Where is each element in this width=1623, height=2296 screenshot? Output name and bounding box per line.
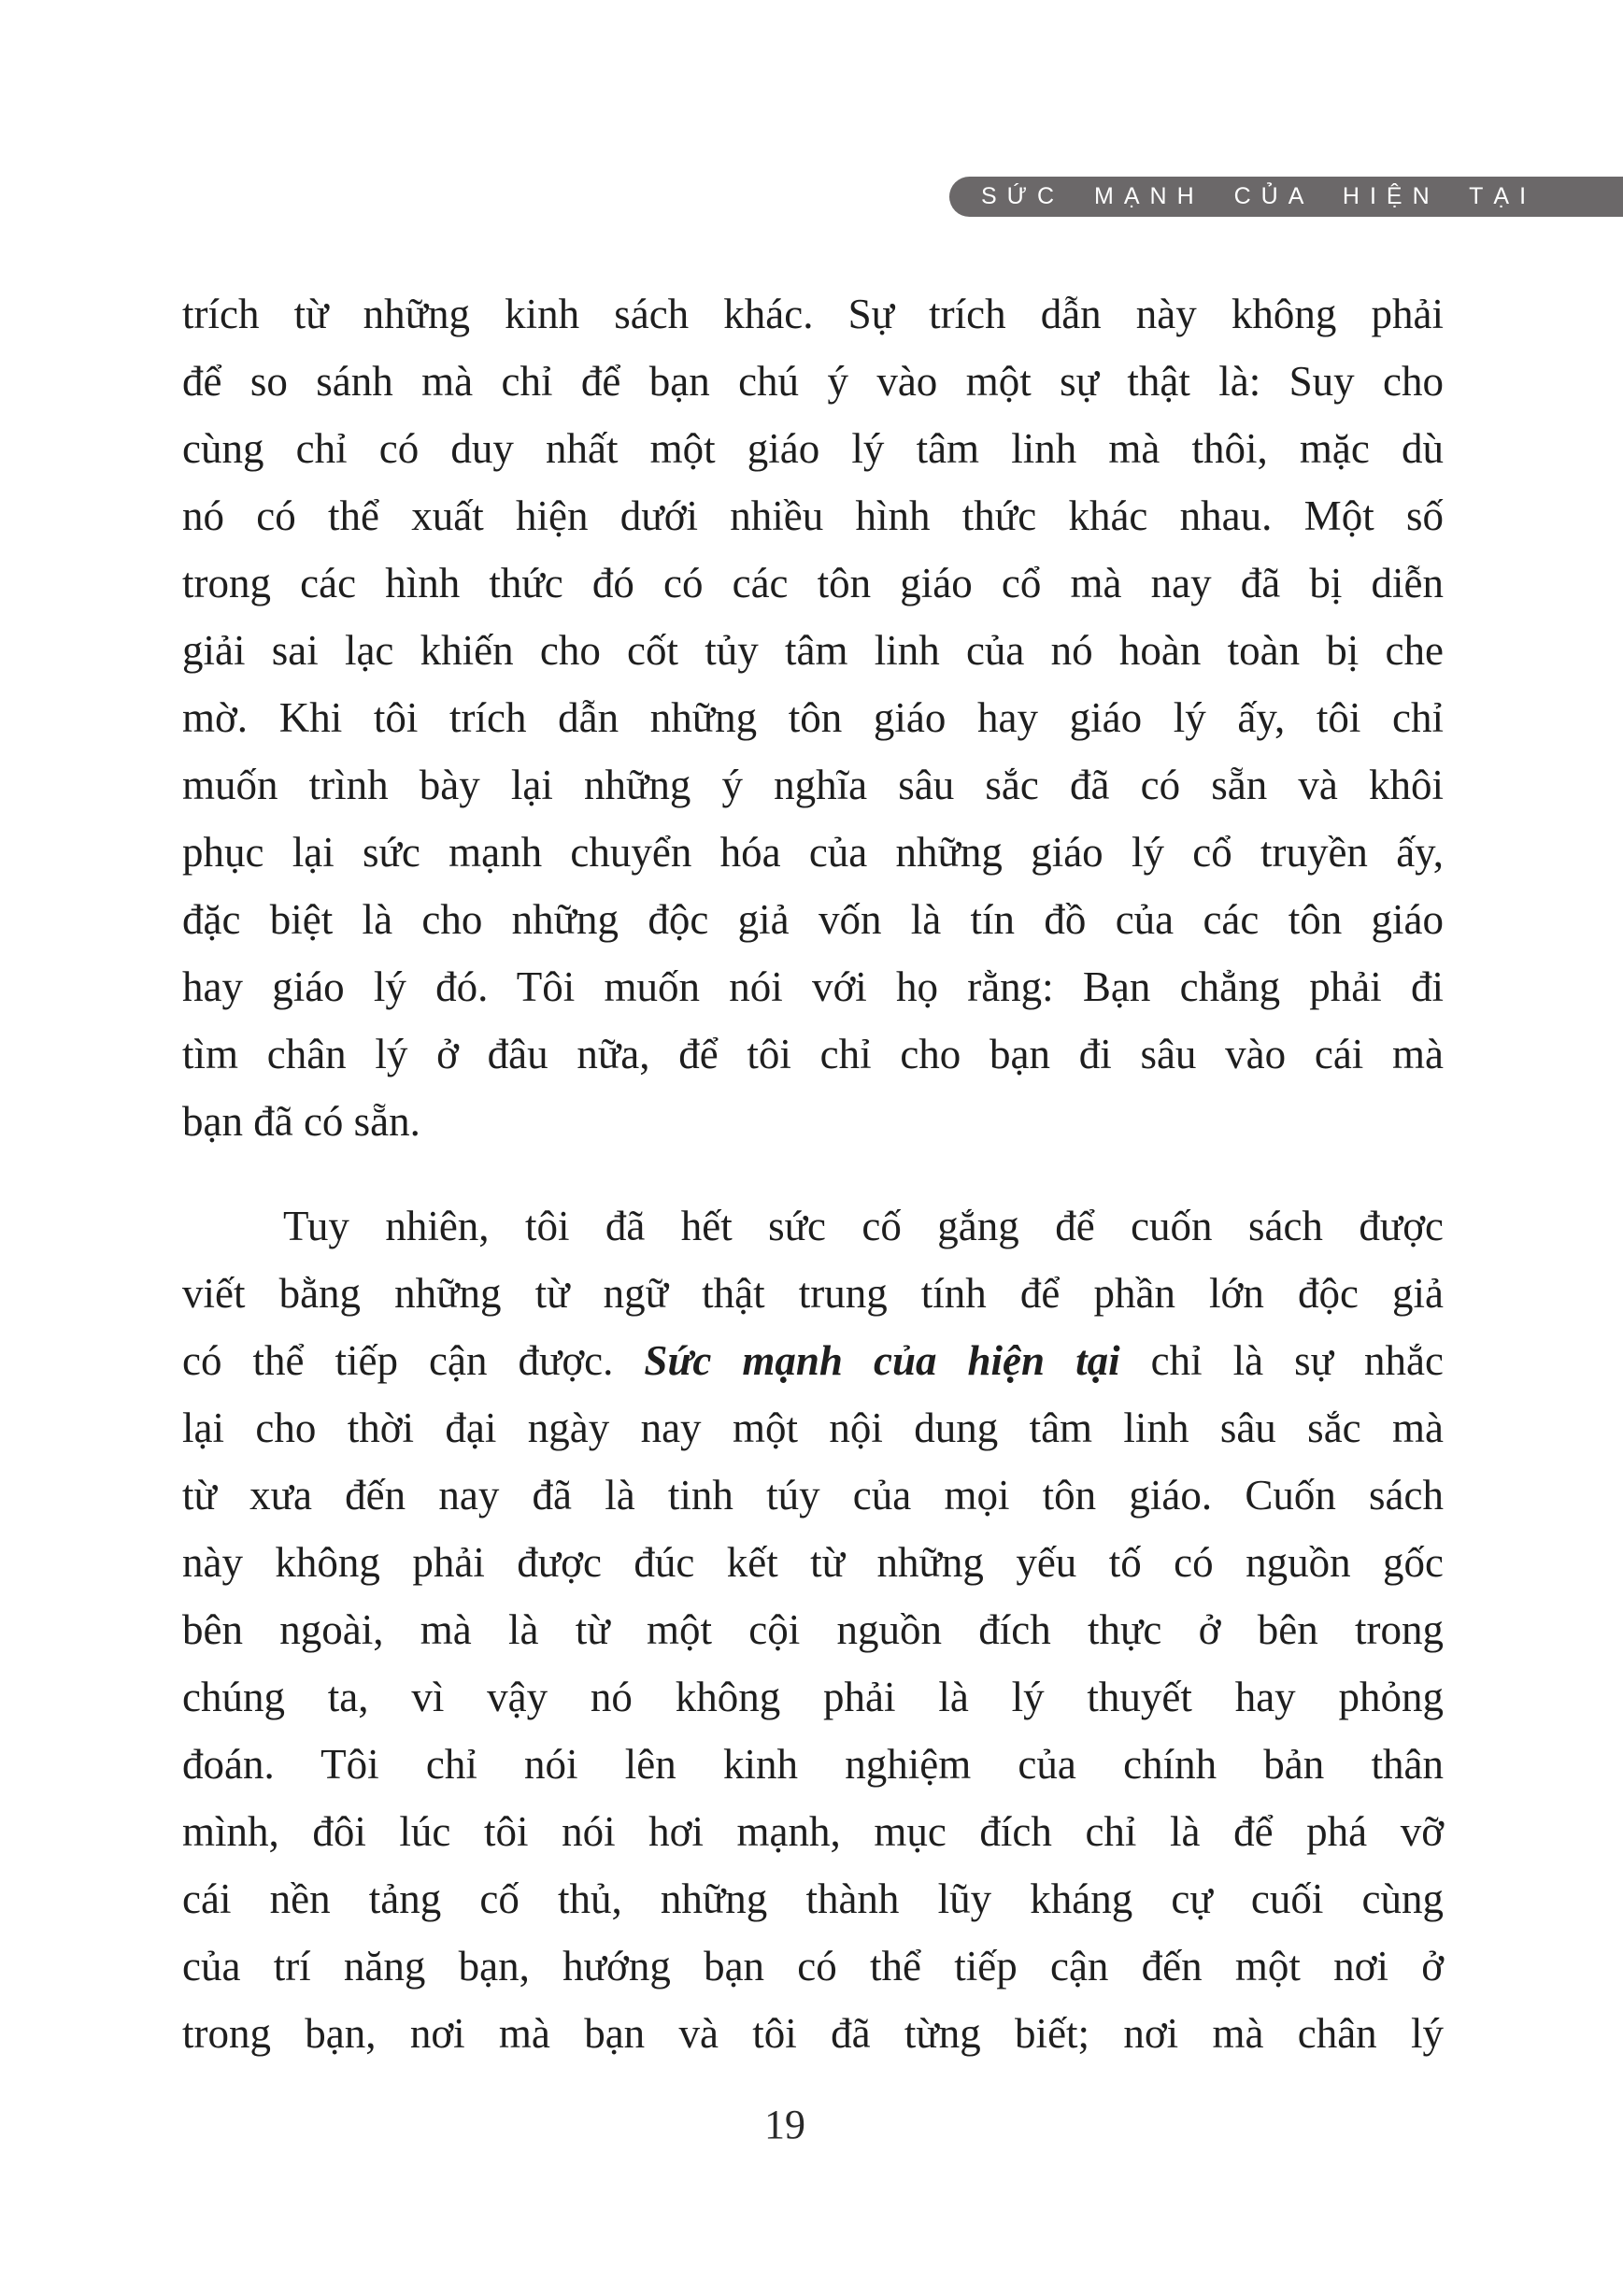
text-line: bạn đã có sẵn.: [182, 1098, 420, 1145]
text-line: hay giáo lý đó. Tôi muốn nói với họ rằng: Bạn chẳng phải đi: [182, 963, 1444, 1010]
text-line: cùng chỉ có duy nhất một giáo lý tâm linh mà thôi, mặc dù: [182, 425, 1444, 472]
text-line: giải sai lạc khiến cho cốt tủy tâm linh của nó hoàn toàn bị che: [182, 627, 1444, 674]
text-line: viết bằng những từ ngữ thật trung tính để phần lớn độc giả: [182, 1270, 1444, 1317]
text-line: nó có thể xuất hiện dưới nhiều hình thức khác nhau. Một số: [182, 492, 1444, 539]
text-line: để so sánh mà chỉ để bạn chú ý vào một sự thật là: Suy cho: [182, 358, 1444, 405]
header-banner: [949, 177, 1623, 217]
text-line: của trí năng bạn, hướng bạn có thể tiếp cận đến một nơi ở: [182, 1943, 1444, 1989]
text-line: lại cho thời đại ngày nay một nội dung tâm linh sâu sắc mà: [182, 1405, 1444, 1451]
text-line: này không phải được đúc kết từ những yếu tố có nguồn gốc: [182, 1539, 1444, 1586]
text-line-with-emphasis: [182, 1327, 1444, 1394]
text-line: mình, đôi lúc tôi nói hơi mạnh, mục đích chỉ là để phá vỡ: [182, 1808, 1444, 1855]
text-line: trong bạn, nơi mà bạn và tôi đã từng biết; nơi mà chân lý: [182, 2010, 1444, 2057]
text-line: tìm chân lý ở đâu nữa, để tôi chỉ cho bạn đi sâu vào cái mà: [182, 1031, 1444, 1077]
text-line: trích từ những kinh sách khác. Sự trích dẫn này không phải: [182, 291, 1444, 337]
text-segment: chỉ là sự nhắc: [1119, 1337, 1444, 1384]
running-head-title: SỨC MẠNH CỦA HIỆN TẠI: [981, 183, 1537, 209]
text-line: trong các hình thức đó có các tôn giáo cổ mà nay đã bị diễn: [182, 560, 1444, 606]
paragraph-1: [182, 280, 1444, 1155]
text-line: cái nền tảng cố thủ, những thành lũy kháng cự cuối cùng: [182, 1875, 1444, 1922]
text-line: chúng ta, vì vậy nó không phải là lý thuyết hay phỏng: [182, 1674, 1444, 1720]
text-line: từ xưa đến nay đã là tinh túy của mọi tôn giáo. Cuốn sách: [182, 1472, 1444, 1519]
text-line: bên ngoài, mà là từ một cội nguồn đích thực ở bên trong: [182, 1606, 1444, 1653]
book-title-emphasis: Sức mạnh của hiện tại: [644, 1337, 1120, 1384]
text-line: Tuy nhiên, tôi đã hết sức cố gắng để cuốn sách được: [283, 1203, 1444, 1249]
body-text: [182, 280, 1444, 2067]
text-line: phục lại sức mạnh chuyển hóa của những giáo lý cổ truyền ấy,: [182, 829, 1444, 876]
paragraph-2: [182, 1192, 1444, 2067]
text-line: muốn trình bày lại những ý nghĩa sâu sắc đã có sẵn và khôi: [182, 762, 1444, 808]
text-line: mờ. Khi tôi trích dẫn những tôn giáo hay giáo lý ấy, tôi chỉ: [182, 694, 1444, 741]
page-number: 19: [764, 2102, 805, 2147]
text-segment: có thể tiếp cận được.: [182, 1337, 645, 1384]
text-line: đặc biệt là cho những độc giả vốn là tín đồ của các tôn giáo: [182, 896, 1444, 943]
text-line: đoán. Tôi chỉ nói lên kinh nghiệm của chính bản thân: [182, 1741, 1444, 1788]
